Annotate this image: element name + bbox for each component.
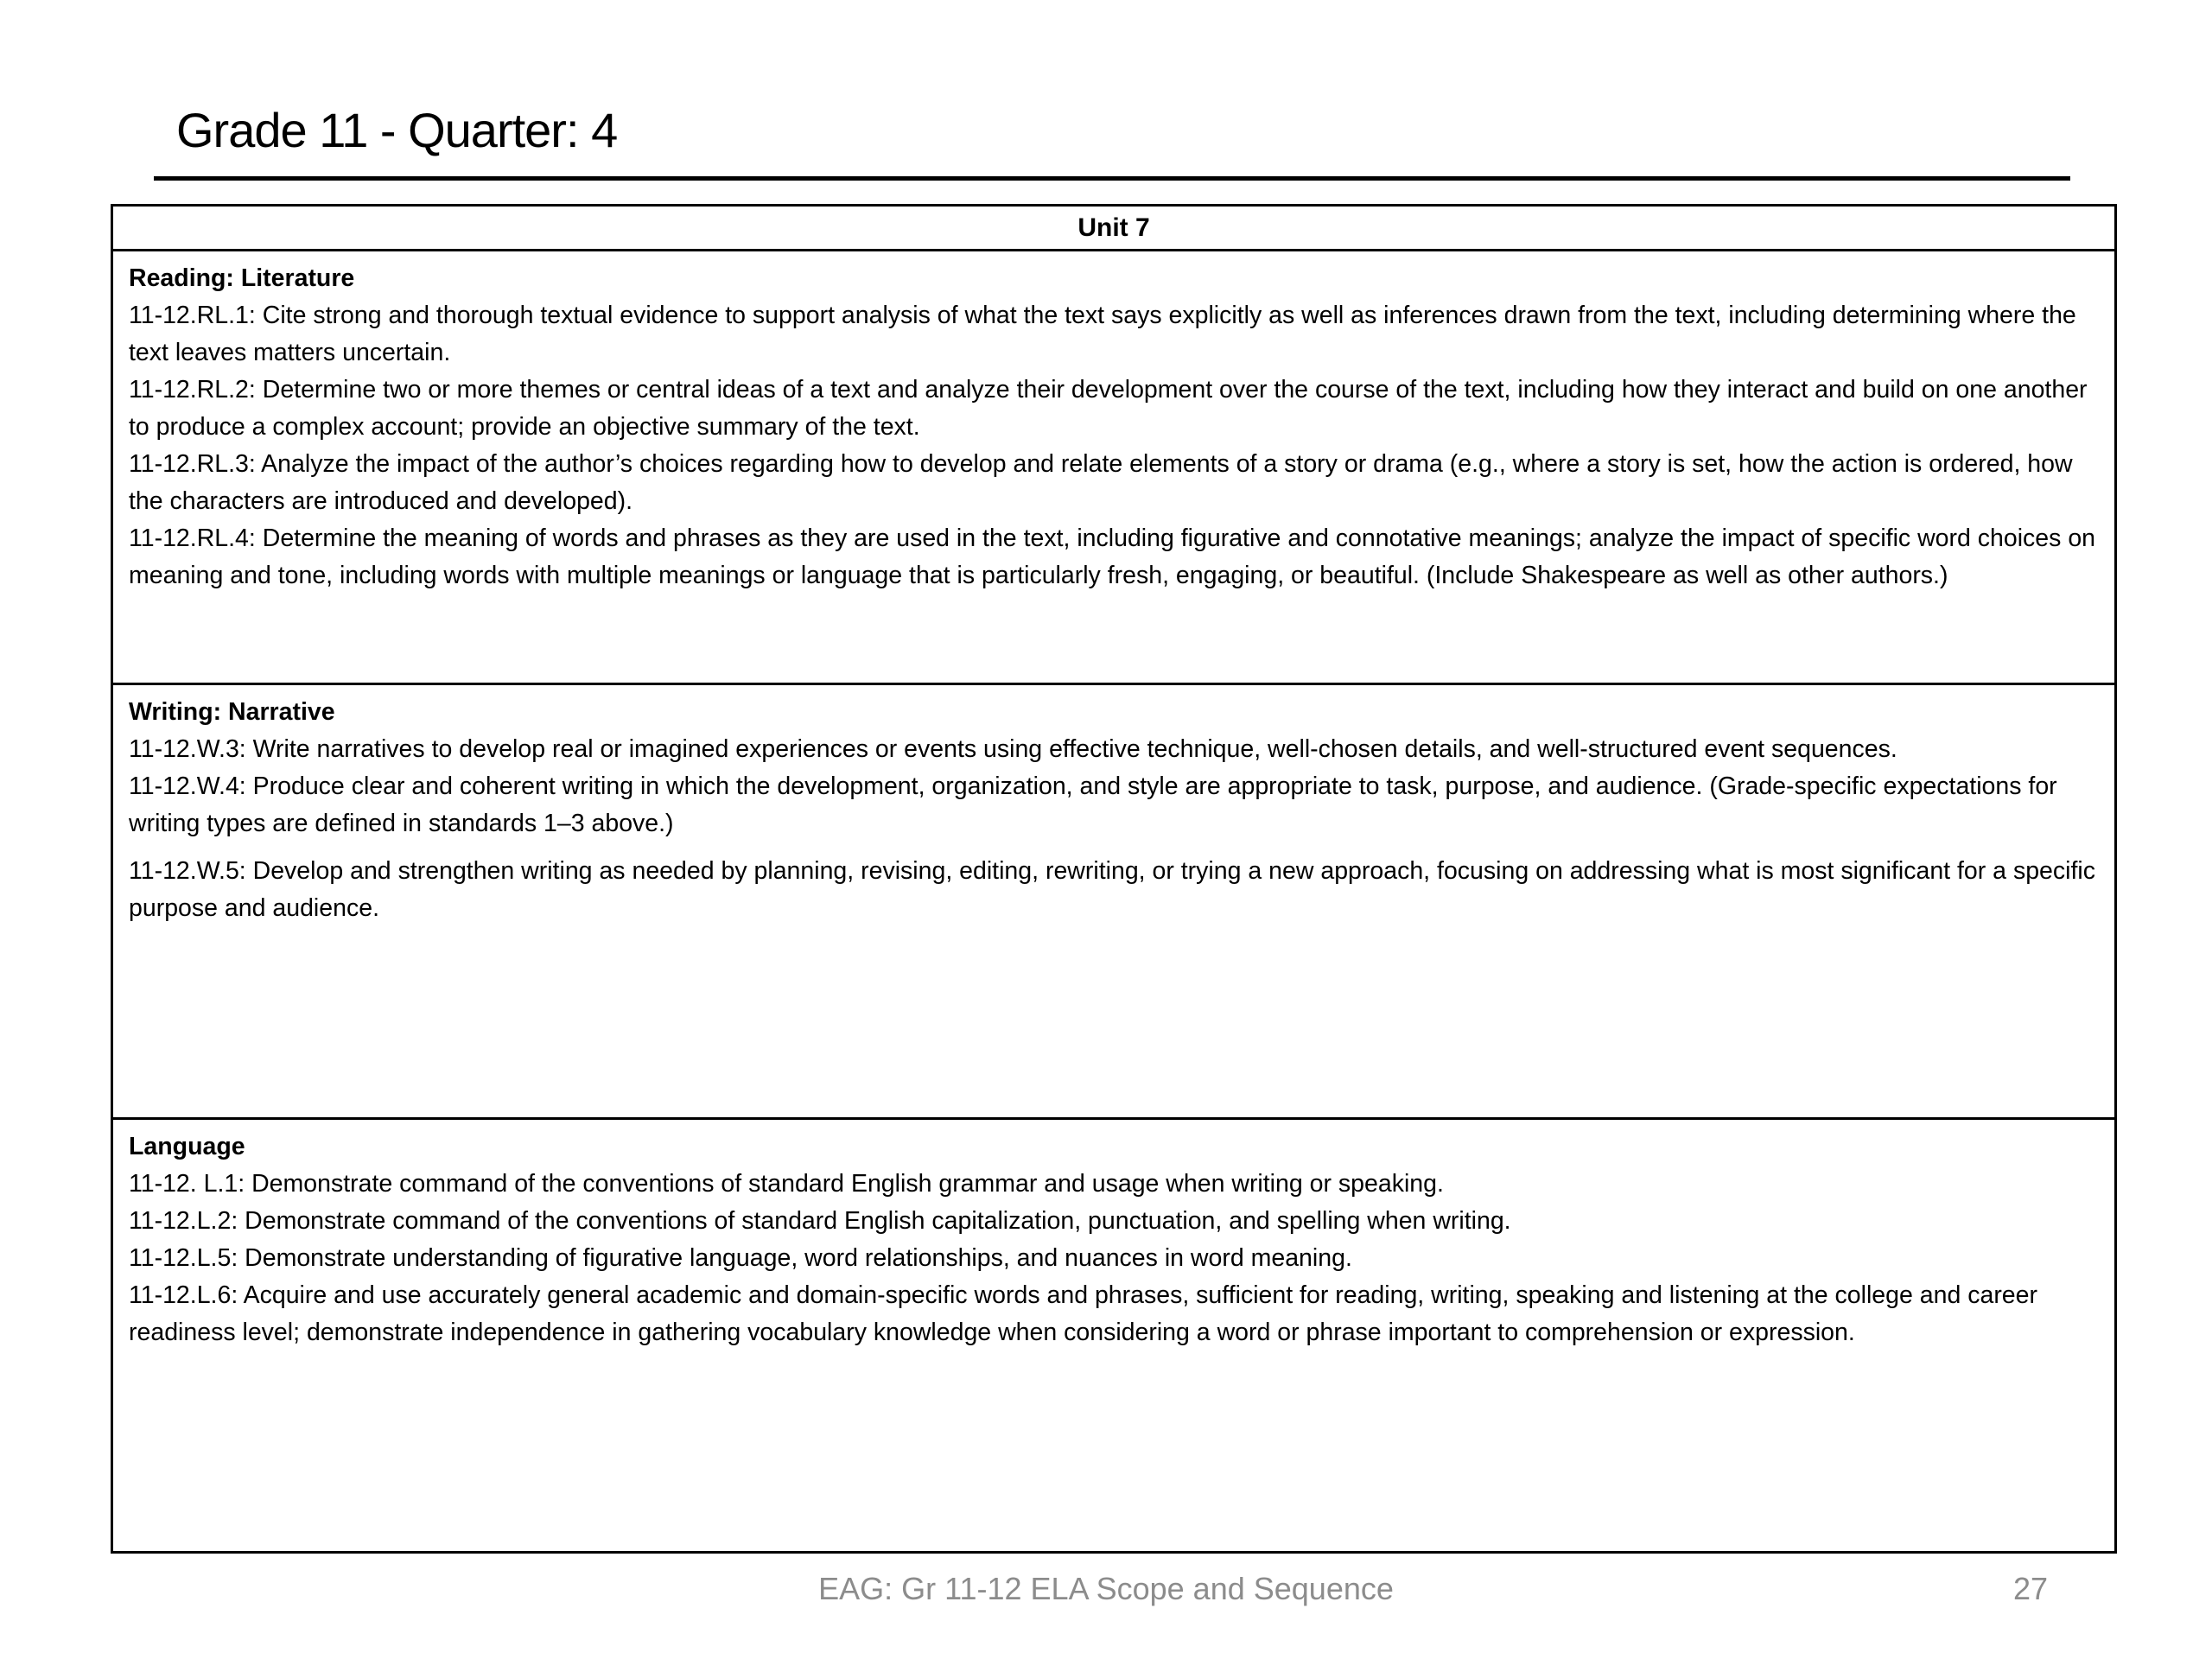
standard-w-5: 11-12.W.5: Develop and strengthen writing as needed by planning, revising, editing, rewriting, or trying a new approach, focusing on addressing what is most significant for a specific purpose and audience.: [129, 857, 2095, 923]
section-writing-narrative: [113, 683, 2114, 1116]
section-heading: Reading: Literature: [129, 264, 355, 292]
standard-w-3: 11-12.W.3: Write narratives to develop real or imagined experiences or events using effective technique, well-chosen details, and well-structured event sequences.: [129, 735, 1897, 764]
section-language: [113, 1117, 2114, 1551]
page-number: 27: [2012, 1571, 2048, 1606]
standard-w-4: 11-12.W.4: Produce clear and coherent writing in which the development, organization, and style are appropriate to task, purpose, and audience. (Grade-specific expectations for writing types are defined in standards 1–3 above.): [129, 772, 2057, 838]
unit-table: [111, 204, 2117, 1554]
standard-rl-1: 11-12.RL.1: Cite strong and thorough textual evidence to support analysis of what the text says explicitly as well as inferences drawn from the text, including determining where the text leaves matters uncertain.: [129, 302, 2076, 366]
standard-rl-4: 11-12.RL.4: Determine the meaning of words and phrases as they are used in the text, including figurative and connotative meanings; analyze the impact of specific word choices on meaning and tone, including words with multiple meanings or language that is particularly fresh, engaging, or beautiful. (Include Shakespeare as well as other authors.): [129, 524, 2096, 589]
standard-l-5: 11-12.L.5: Demonstrate understanding of figurative language, word relationships, and nuances in word meaning.: [129, 1243, 1352, 1272]
footer-text: EAG: Gr 11-12 ELA Scope and Sequence: [818, 1571, 1394, 1606]
standard-l-2: 11-12.L.2: Demonstrate command of the conventions of standard English capitalization, punctuation, and spelling when writing.: [129, 1206, 1511, 1235]
section-heading: Writing: Narrative: [129, 698, 335, 727]
title-underline: [154, 176, 2070, 181]
standard-l-1: 11-12. L.1: Demonstrate command of the conventions of standard English grammar and usage when writing or speaking.: [129, 1169, 1444, 1198]
standard-rl-2: 11-12.RL.2: Determine two or more themes or central ideas of a text and analyze their development over the course of the text, including how they interact and build on one another to produce a complex account; provide an objective summary of the text.: [129, 376, 2088, 441]
section-heading: Language: [129, 1132, 245, 1160]
page-title: Grade 11 - Quarter: 4: [176, 103, 618, 157]
section-reading-literature: [113, 251, 2114, 683]
unit-header: Unit 7: [113, 207, 2114, 251]
standard-rl-3: 11-12.RL.3: Analyze the impact of the author’s choices regarding how to develop and relate elements of a story or drama (e.g., where a story is set, how the action is ordered, how the characters are introduced and developed).: [129, 450, 2073, 515]
standard-l-6: 11-12.L.6: Acquire and use accurately general academic and domain-specific words and phrases, sufficient for reading, writing, speaking and listening at the college and career readiness level; demonstrate independence in gathering vocabulary knowledge when considering a word or phrase important to comprehension or expression.: [129, 1281, 2038, 1346]
